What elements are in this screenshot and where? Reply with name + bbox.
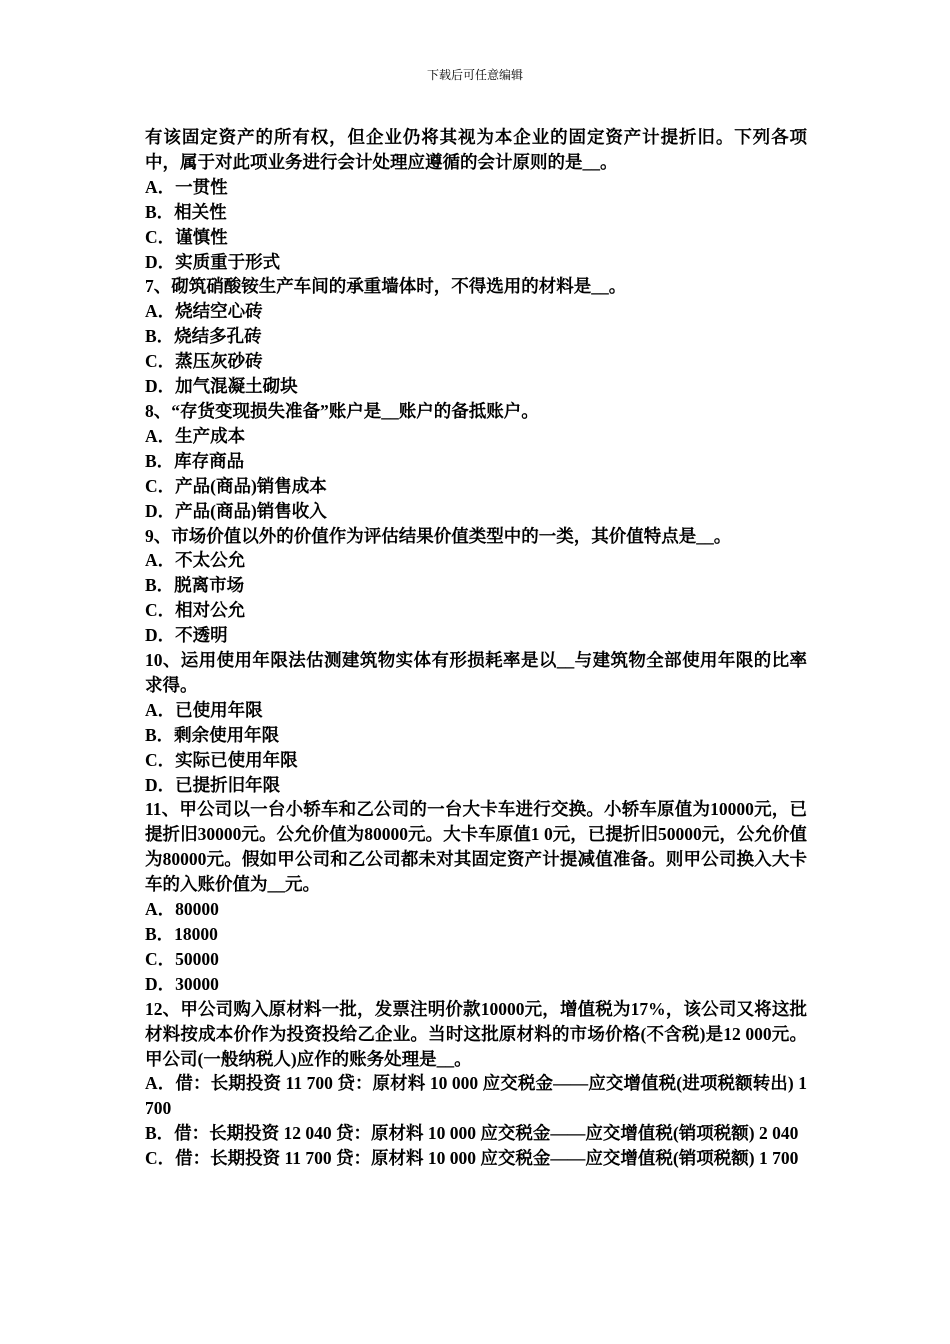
page-header: 下载后可任意编辑 (426, 68, 523, 82)
question-11-option-d: D．30000 (145, 973, 219, 994)
question-10-option-a: A．已使用年限 (145, 699, 263, 720)
question-9-stem: 9、市场价值以外的价值作为评估结果价值类型中的一类，其价值特点是__。 (145, 525, 732, 546)
question-6-option-c: C．谨慎性 (145, 226, 228, 247)
question-6-option-b: B．相关性 (145, 201, 227, 222)
document-body (145, 125, 807, 1171)
question-11-option-b: B．18000 (145, 924, 218, 944)
question-7-stem: 7、砌筑硝酸铵生产车间的承重墙体时，不得选用的材料是__。 (145, 276, 627, 297)
question-9-option-a: A．不太公允 (145, 550, 246, 571)
question-6-option-d: D．实质重于形式 (145, 251, 281, 272)
question-10-option-b: B．剩余使用年限 (145, 724, 280, 745)
question-10-stem: 10、运用使用年限法估测建筑物实体有形损耗率是以__与建筑物全部使用年限的比率求得。 (145, 650, 807, 695)
question-8-stem: 8、“存货变现损失准备”账户是__账户的备抵账户。 (145, 400, 539, 421)
question-10-option-c: C．实际已使用年限 (145, 749, 298, 770)
question-8-option-c: C．产品(商品)销售成本 (145, 475, 327, 496)
question-11-stem: 11、甲公司以一台小轿车和乙公司的一台大卡车进行交换。小轿车原值为10000元，已提折旧30000元。公允价值为80000元。大卡车原值1 0元，已提折旧50000元，公允价值为80000元。假如甲公司和乙公司都未对其固定资产计提减值准备。则甲公司换入大卡车的入账价值为__元。 (145, 799, 807, 895)
question-6-stem: 有该固定资产的所有权，但企业仍将其视为本企业的固定资产计提折旧。下列各项中，属于对此项业务进行会计处理应遵循的会计原则的是__。 (145, 127, 807, 172)
question-12-option-b: B．借：长期投资 12 040 贷：原材料 10 000 应交税金——应交增值税(销项税额) 2 040 (145, 1123, 799, 1144)
question-9-option-c: C．相对公允 (145, 600, 246, 621)
question-12-option-a: A．借：长期投资 11 700 贷：原材料 10 000 应交税金——应交增值税(进项税额转出) 1 700 (145, 1073, 807, 1119)
question-11-option-a: A．80000 (145, 899, 219, 920)
question-6-option-a: A．一贯性 (145, 176, 228, 197)
question-9-option-d: D．不透明 (145, 625, 228, 646)
question-11-option-c: C．50000 (145, 948, 219, 969)
question-8-option-d: D．产品(商品)销售收入 (145, 500, 327, 521)
question-7-option-d: D．加气混凝土砌块 (145, 376, 298, 397)
question-12-option-c: C．借：长期投资 11 700 贷：原材料 10 000 应交税金——应交增值税(销项税额) 1 700 (145, 1148, 799, 1169)
question-8-option-a: A．生产成本 (145, 425, 246, 446)
question-9-option-b: B．脱离市场 (145, 575, 245, 596)
question-12-stem: 12、甲公司购入原材料一批，发票注明价款10000元，增值税为17%，该公司又将这批材料按成本价作为投资投给乙企业。当时这批原材料的市场价格(不含税)是12 000元。甲公司(一般纳税人)应作的账务处理是__。 (145, 998, 807, 1069)
question-7-option-b: B．烧结多孔砖 (145, 326, 262, 347)
question-7-option-c: C．蒸压灰砂砖 (145, 351, 263, 372)
question-7-option-a: A．烧结空心砖 (145, 301, 263, 322)
question-8-option-b: B．库存商品 (145, 450, 245, 471)
question-10-option-d: D．已提折旧年限 (145, 774, 281, 795)
